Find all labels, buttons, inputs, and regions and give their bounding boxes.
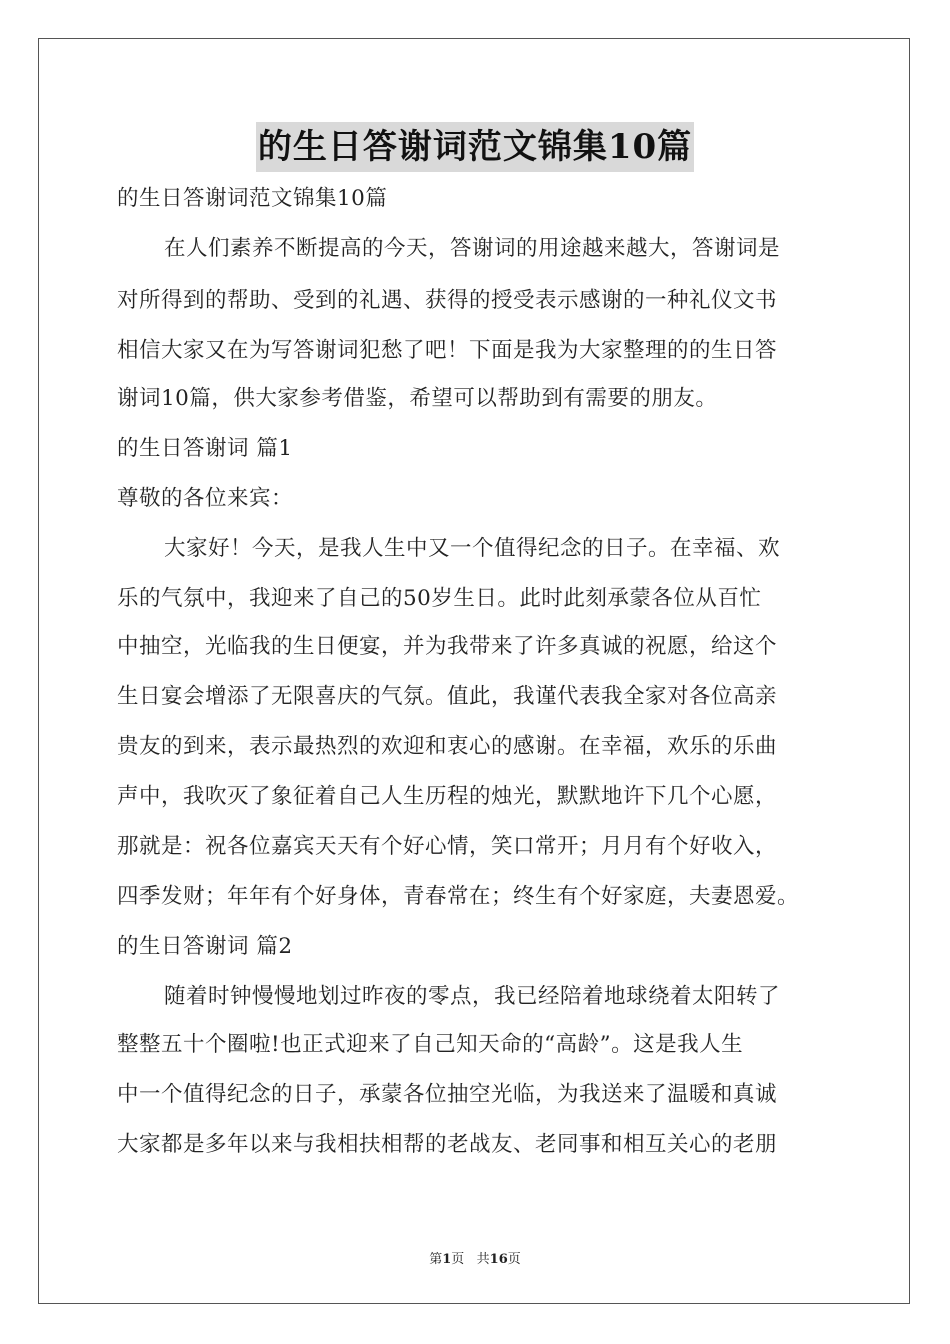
intro-line: 对所得到的帮助、受到的礼遇、获得的授受表示感谢的一种礼仪文书 [117,288,778,313]
intro-line: 相信大家又在为写答谢词犯愁了吧！下面是我为大家整理的的生日答 [117,338,778,363]
salutation-line: 尊敬的各位来宾： [117,486,294,511]
body-line: 大家都是多年以来与我相扶相帮的老战友、老同事和相互关心的老朋 [117,1132,778,1157]
section-heading-1: 的生日答谢词 篇1 [117,436,293,461]
body-line: 随着时钟慢慢地划过昨夜的零点，我已经陪着地球绕着太阳转了 [164,984,781,1009]
page-border [38,38,910,1304]
intro-line: 在人们素养不断提高的今天，答谢词的用途越来越大，答谢词是 [164,236,781,261]
footer-page-prefix: 第 [429,1252,443,1267]
body-line: 声中，我吹灭了象征着自己人生历程的烛光，默默地许下几个心愿， [117,784,778,809]
body-line: 中抽空，光临我的生日便宴，并为我带来了许多真诚的祝愿，给这个 [117,634,778,659]
document-title-wrap [0,122,950,172]
section-heading-2: 的生日答谢词 篇2 [117,934,293,959]
page-footer [0,1248,950,1267]
body-line: 四季发财；年年有个好身体，青春常在；终生有个好家庭，夫妻恩爱。 [117,884,800,909]
intro-line: 谢词10篇，供大家参考借鉴，希望可以帮助到有需要的朋友。 [117,386,718,411]
document-title: 的生日答谢词范文锦集10篇 [256,122,694,172]
body-line: 生日宴会增添了无限喜庆的气氛。值此，我谨代表我全家对各位高亲 [117,684,778,709]
body-line: 大家好！今天，是我人生中又一个值得纪念的日子。在幸福、欢 [164,536,781,561]
footer-page-suffix: 页 [507,1252,521,1267]
body-line: 整整五十个圈啦!也正式迎来了自己知天命的“高龄”。这是我人生 [117,1032,744,1057]
body-line: 中一个值得纪念的日子，承蒙各位抽空光临，为我送来了温暖和真诚 [117,1082,778,1107]
subtitle-line: 的生日答谢词范文锦集10篇 [117,186,388,211]
footer-total-pages: 16 [489,1252,508,1267]
footer-page-mid: 页 共 [451,1252,490,1267]
footer-page-number: 1 [442,1252,452,1267]
body-line: 贵友的到来，表示最热烈的欢迎和衷心的感谢。在幸福，欢乐的乐曲 [117,734,778,759]
body-line: 乐的气氛中，我迎来了自己的50岁生日。此时此刻承蒙各位从百忙 [117,586,762,611]
body-line: 那就是：祝各位嘉宾天天有个好心情，笑口常开；月月有个好收入， [117,834,778,859]
